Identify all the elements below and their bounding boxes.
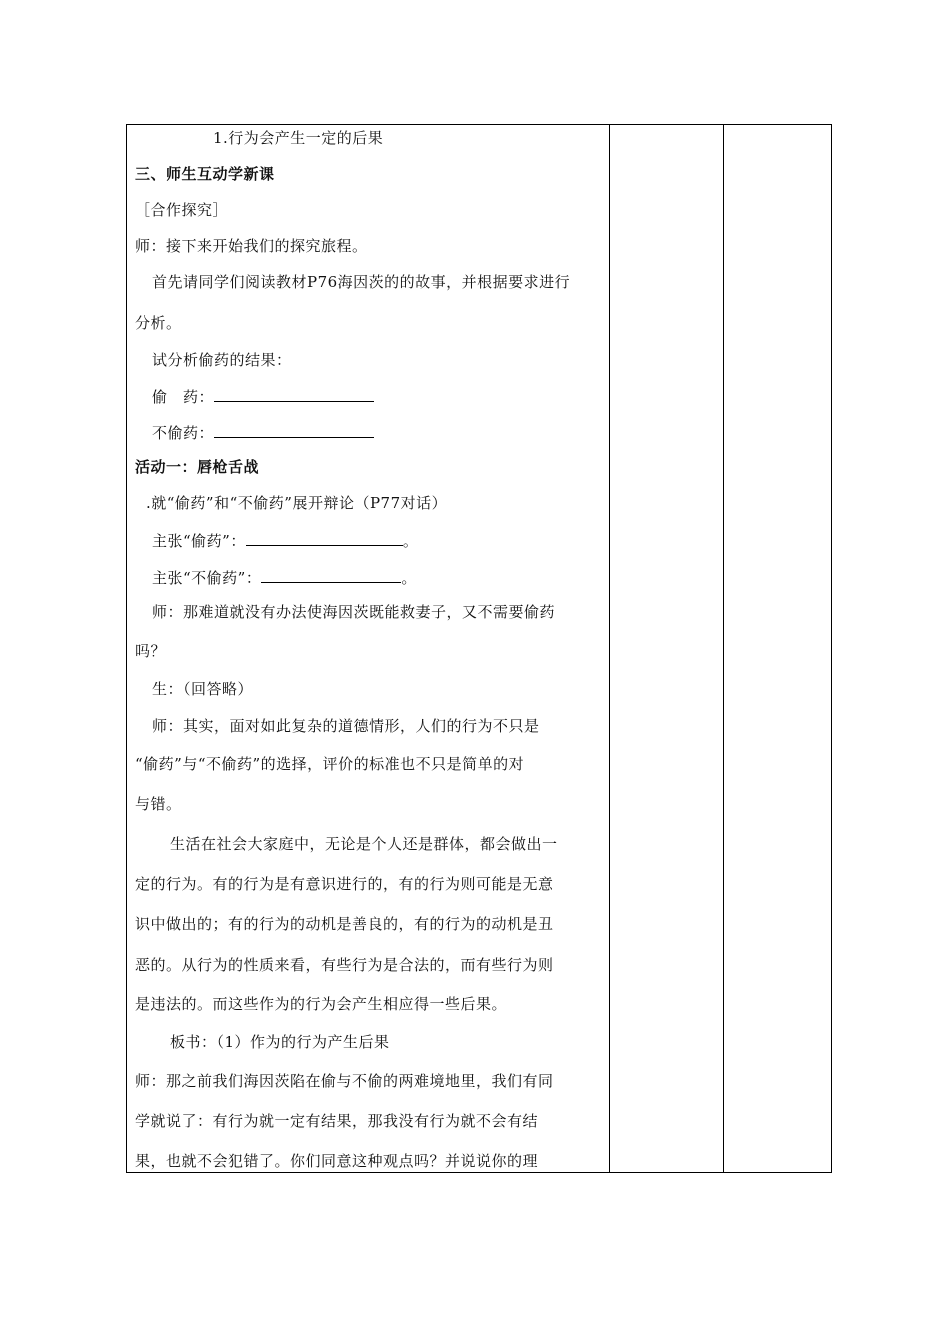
column-divider (609, 125, 610, 1172)
subheading-text: 1.行为会产生一定的后果 (213, 129, 384, 147)
fill-in-label: 主张“不偷药”： (152, 569, 262, 587)
paragraph-line: 师：那难道就没有办法使海因茨既能救妻子，又不需要偷药 (152, 603, 556, 621)
paragraph-line: 首先请同学们阅读教材P76海因茨的的故事，并根据要求进行 (152, 273, 571, 291)
section-heading: 三、师生互动学新课 (135, 165, 275, 183)
fill-in-line (152, 385, 374, 407)
activity-heading: 活动一：唇枪舌战 (135, 458, 260, 476)
paragraph-line: 识中做出的；有的行为的动机是善良的，有的行为的动机是丑 (135, 915, 554, 933)
answer-blank (214, 385, 374, 402)
paragraph-line: 生：（回答略） (152, 680, 254, 698)
paragraph-line: 恶的。从行为的性质来看，有些行为是合法的，而有些行为则 (135, 956, 554, 974)
board-note: 板书：（1）作为的行为产生后果 (170, 1033, 390, 1051)
paragraph-line: “偷药”与“不偷药”的选择，评价的标准也不只是简单的对 (135, 755, 525, 773)
fill-in-label: 不偷药： (152, 424, 215, 442)
punctuation: 。 (401, 569, 417, 587)
paragraph-line: 学就说了：有行为就一定有结果，那我没有行为就不会有结 (135, 1112, 539, 1130)
paragraph-line: 师：接下来开始我们的探究旅程。 (135, 237, 368, 255)
paragraph-line: 定的行为。有的行为是有意识进行的，有的行为则可能是无意 (135, 875, 554, 893)
fill-in-label: 偷 药： (152, 388, 215, 406)
paragraph-line: 生活在社会大家庭中，无论是个人还是群体，都会做出一 (170, 835, 558, 853)
paragraph-line: .就“偷药”和“不偷药”展开辩论（P77对话） (146, 494, 448, 512)
column-divider (723, 125, 724, 1172)
paragraph-line: 师：其实，面对如此复杂的道德情形，人们的行为不只是 (152, 717, 540, 735)
paragraph-line: 师：那之前我们海因茨陷在偷与不偷的两难境地里，我们有同 (135, 1072, 554, 1090)
paragraph-line: 分析。 (135, 314, 182, 332)
fill-in-line (152, 566, 417, 588)
fill-in-line (152, 421, 374, 443)
paragraph-line: 试分析偷药的结果： (152, 351, 292, 369)
punctuation: 。 (402, 532, 419, 550)
answer-blank (261, 566, 401, 583)
paragraph-line: 吗？ (135, 642, 167, 660)
paragraph-line: 是违法的。而这些作为的行为会产生相应得一些后果。 (135, 995, 508, 1013)
paragraph-line: 与错。 (135, 795, 182, 813)
paragraph-line: 果，也就不会犯错了。你们同意这种观点吗？并说说你的理 (135, 1152, 539, 1170)
fill-in-line (152, 529, 418, 551)
fill-in-label: 主张“偷药”： (152, 532, 246, 550)
paragraph-line: ［合作探究］ (135, 201, 229, 219)
answer-blank (214, 421, 374, 438)
answer-blank (246, 529, 403, 546)
